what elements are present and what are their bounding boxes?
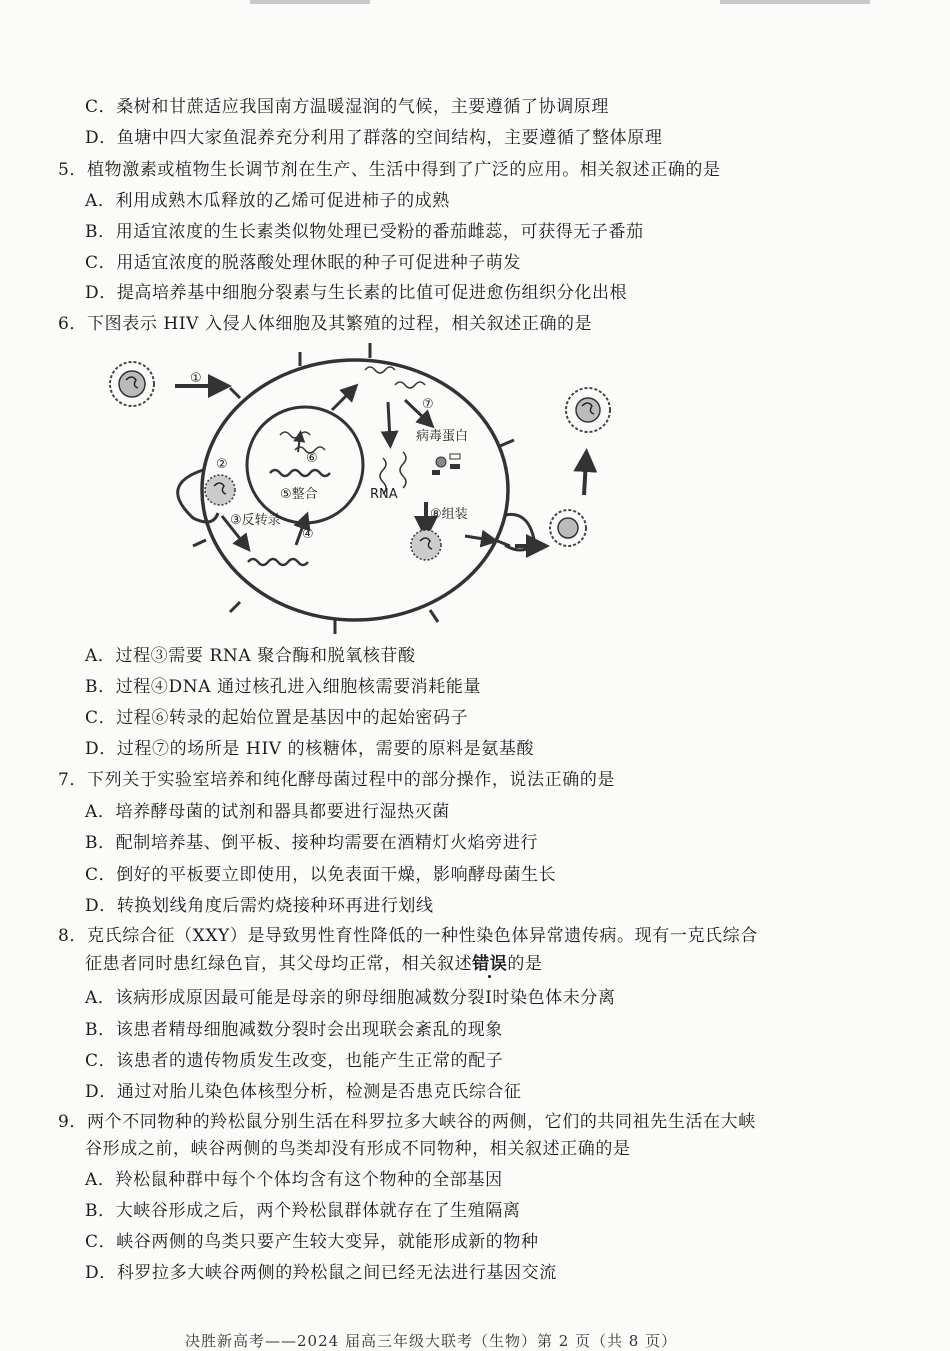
step-7-label: ⑦ — [422, 397, 434, 412]
q8-stem-end: 的是 — [507, 954, 543, 974]
option-c: C．桑树和甘蔗适应我国南方温暖湿润的气候，主要遵循了协调原理 — [85, 97, 610, 117]
q5-option-a: A．利用成熟木瓜释放的乙烯可促进柿子的成熟 — [85, 191, 450, 211]
hiv-replication-diagram — [100, 340, 630, 635]
q8-emphasis-wrong: 错误 — [472, 954, 508, 974]
question-8: 8．克氏综合征（XXY）是导致男性育性降低的一种性染色体异常遗传病。现有一克氏综合 — [58, 926, 758, 946]
step-2-label: ② — [216, 457, 228, 472]
step-1-label: ① — [190, 371, 202, 386]
hiv-virus-icon — [110, 362, 154, 406]
cdna-strand — [248, 559, 308, 565]
q5-option-c: C．用适宜浓度的脱落酸处理休眠的种子可促进种子萌发 — [85, 253, 522, 273]
budding-virus-icon — [550, 510, 586, 546]
step-4-label: ④ — [302, 527, 314, 542]
q6-option-b: B．过程④DNA 通过核孔进入细胞核需要消耗能量 — [85, 677, 482, 697]
virus-core-icon — [205, 475, 235, 505]
membrane-receptors — [193, 343, 514, 634]
q9-option-d: D．科罗拉多大峡谷两侧的羚松鼠之间已经无法进行基因交流 — [85, 1263, 557, 1283]
q6-option-d: D．过程⑦的场所是 HIV 的核糖体，需要的原料是氨基酸 — [85, 739, 535, 759]
question-6: 6．下图表示 HIV 入侵人体细胞及其繁殖的过程，相关叙述正确的是 — [58, 314, 593, 334]
q8-stem-text: 征患者同时患红绿色盲，其父母均正常，相关叙述 — [85, 954, 473, 974]
option-d: D．鱼塘中四大家鱼混养充分利用了群落的空间结构，主要遵循了整体原理 — [85, 128, 663, 148]
q8-option-b: B．该患者精母细胞减数分裂时会出现联会紊乱的现象 — [85, 1020, 503, 1040]
q6-option-c: C．过程⑥转录的起始位置是基因中的起始密码子 — [85, 708, 469, 728]
step-8-label: ⑧组装 — [430, 507, 468, 522]
rna-label: RNA — [370, 487, 398, 502]
q5-option-b: B．用适宜浓度的生长素类似物处理已受粉的番茄雌蕊，可获得无子番茄 — [85, 222, 644, 242]
q8-option-a: A．该病形成原因最可能是母亲的卵母细胞减数分裂Ⅰ时染色体未分离 — [85, 988, 616, 1008]
mature-virus-icon — [566, 388, 610, 432]
q9-option-b: B．大峡谷形成之后，两个羚松鼠群体就存在了生殖隔离 — [85, 1201, 521, 1221]
question-9: 9．两个不同物种的羚松鼠分别生活在科罗拉多大峡谷的两侧，它们的共同祖先生活在大峡 — [58, 1112, 756, 1132]
q7-option-b: B．配制培养基、倒平板、接种均需要在酒精灯火焰旁进行 — [85, 833, 539, 853]
q7-option-d: D．转换划线角度后需灼烧接种环再进行划线 — [85, 896, 434, 916]
q9-option-a: A．羚松鼠种群中每个个体均含有这个物种的全部基因 — [85, 1170, 503, 1190]
step-3-label: ③反转录 — [230, 513, 281, 528]
viral-protein-label: 病毒蛋白 — [416, 429, 469, 444]
q8-option-c: C．该患者的遗传物质发生改变，也能产生正常的配子 — [85, 1051, 504, 1071]
nucleus — [247, 407, 363, 523]
cell-membrane — [202, 360, 508, 620]
q7-option-c: C．倒好的平板要立即使用，以免表面干燥，影响酵母菌生长 — [85, 865, 557, 885]
page-footer: 决胜新高考——2024 届高三年级大联考（生物）第 2 页（共 8 页） — [185, 1332, 678, 1350]
q7-option-a: A．培养酵母菌的试剂和器具都要进行湿热灭菌 — [85, 802, 450, 822]
question-5: 5．植物激素或植物生长调节剂在生产、生活中得到了广泛的应用。相关叙述正确的是 — [58, 160, 721, 180]
question-7: 7．下列关于实验室培养和纯化酵母菌过程中的部分操作，说法正确的是 — [58, 770, 616, 790]
q6-option-a: A．过程③需要 RNA 聚合酶和脱氧核苷酸 — [85, 646, 416, 666]
question-9-continued: 谷形成之前，峡谷两侧的鸟类却没有形成不同物种，相关叙述正确的是 — [85, 1139, 631, 1159]
q5-option-d: D．提高培养基中细胞分裂素与生长素的比值可促进愈伤组织分化出根 — [85, 283, 628, 303]
scan-artifact — [250, 0, 370, 4]
step-6-label: ⑥ — [306, 451, 318, 466]
assembled-virus-icon — [411, 530, 441, 560]
question-8-continued — [85, 953, 543, 975]
q8-option-d: D．通过对胎儿染色体核型分析，检测是否患克氏综合征 — [85, 1082, 522, 1102]
scan-artifact — [720, 0, 870, 4]
viral-protein-icon — [432, 454, 460, 475]
q9-option-c: C．峡谷两侧的鸟类只要产生较大变异，就能形成新的物种 — [85, 1232, 539, 1252]
step-5-label: ⑤整合 — [280, 487, 318, 502]
